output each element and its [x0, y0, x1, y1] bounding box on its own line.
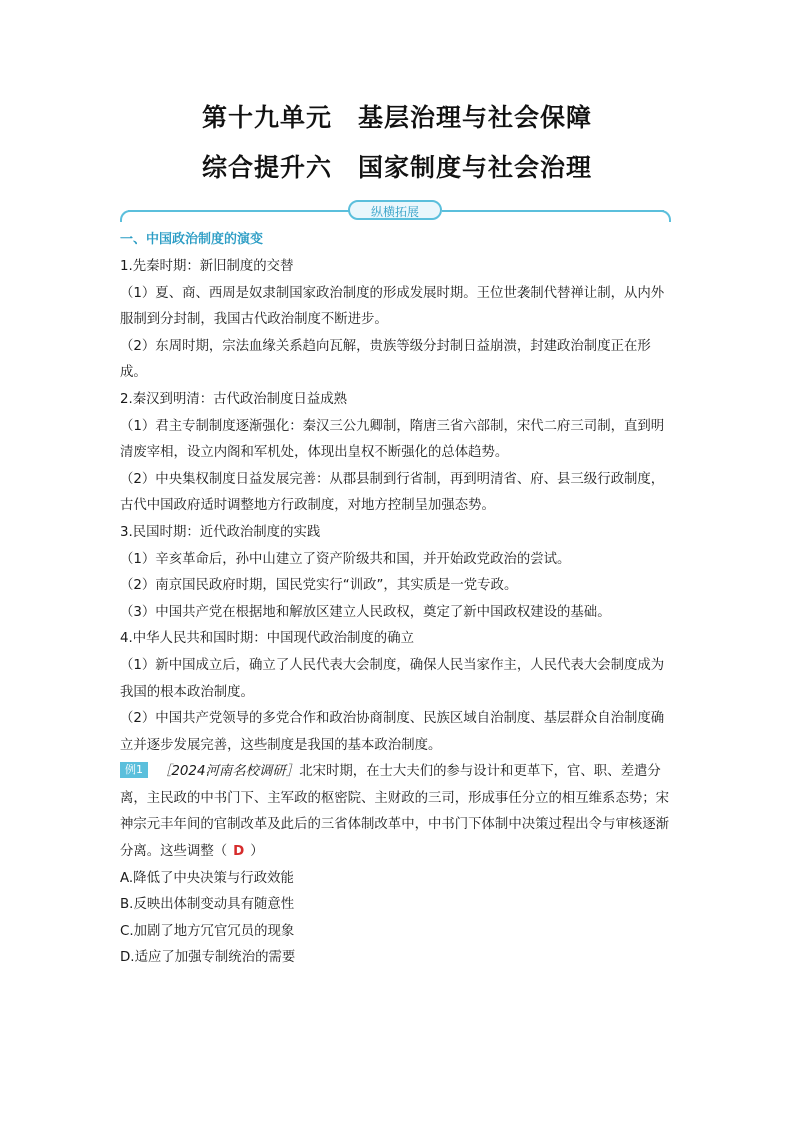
example-stem-end: ）	[250, 844, 264, 860]
option-d: D.适应了加强专制统治的需要	[120, 950, 296, 966]
banner-right-line	[442, 210, 664, 212]
paragraph: （2）中国共产党领导的多党合作和政治协商制度、民族区域自治制度、基层群众自治制度确立并逐步发展完善，这些制度是我国的基本政治制度。	[120, 711, 665, 753]
section-heading: 一、中国政治制度的演变	[120, 232, 264, 247]
paragraph: （2）南京国民政府时期，国民党实行“训政”，其实质是一党专政。	[120, 578, 518, 594]
example-question	[120, 759, 674, 865]
option-a: A.降低了中央决策与行政效能	[120, 870, 294, 886]
paragraph: 1.先秦时期：新旧制度的交替	[120, 259, 294, 274]
paragraph: 2.秦汉到明清：古代政治制度日益成熟	[120, 391, 348, 407]
paragraph: 3.民国时期：近代政治制度的实践	[120, 524, 321, 540]
document-body	[120, 254, 674, 972]
paragraph: （1）新中国成立后，确立了人民代表大会制度，确保人民当家作主，人民代表大会制度成为我国的根本政治制度。	[120, 657, 665, 700]
paragraph: （2）东周时期，宗法血缘关系趋向瓦解，贵族等级分封制日益崩溃，封建政治制度正在形成。	[120, 338, 651, 381]
example-label: 例1	[120, 762, 148, 778]
paragraph: （1）辛亥革命后，孙中山建立了资产阶级共和国，并开始政党政治的尝试。	[120, 551, 571, 567]
banner-right-curl	[659, 210, 671, 222]
paragraph: （1）君主专制制度逐渐强化：秦汉三公九卿制，隋唐三省六部制，宋代二府三司制，直到明清废宰相，设立内阁和军机处，体现出皇权不断强化的总体趋势。	[120, 418, 665, 461]
paragraph: （3）中国共产党在根据地和解放区建立人民政权，奠定了新中国政权建设的基础。	[120, 604, 611, 620]
example-source: ［2024河南名校调研］	[158, 764, 300, 780]
option-b: B.反映出体制变动具有随意性	[120, 897, 295, 913]
example-stem: 北宋时期，在士大夫们的参与设计和更革下，官、职、差遣分离，主民政的中书门下、主军政的枢密院、主财政的三司，形成事任分立的相互维系态势；宋神宗元丰年间的官制改革及此后的三省体制改革中，中书门下体制中决策过程出令与审核逐渐分离。这些调整（	[120, 764, 670, 860]
example-answer: D	[233, 844, 245, 860]
paragraph: （2）中央集权制度日益发展完善：从郡县制到行省制，再到明清省、府、县三级行政制度，古代中国政府适时调整地方行政制度，对地方控制呈加强态势。	[120, 471, 665, 514]
paragraph: （1）夏、商、西周是奴隶制国家政治制度的形成发展时期。王位世袭制代替禅让制，从内外服制到分封制，我国古代政治制度不断进步。	[120, 285, 665, 328]
paragraph: 4.中华人民共和国时期：中国现代政治制度的确立	[120, 631, 414, 647]
option-c: C.加剧了地方冗官冗员的现象	[120, 923, 295, 939]
lesson-title: 综合提升六 国家制度与社会治理	[201, 153, 592, 182]
section-banner	[120, 200, 671, 222]
banner-left-line	[128, 210, 350, 212]
unit-title: 第十九单元 基层治理与社会保障	[201, 103, 592, 132]
banner-label: 纵横拓展	[348, 200, 442, 220]
